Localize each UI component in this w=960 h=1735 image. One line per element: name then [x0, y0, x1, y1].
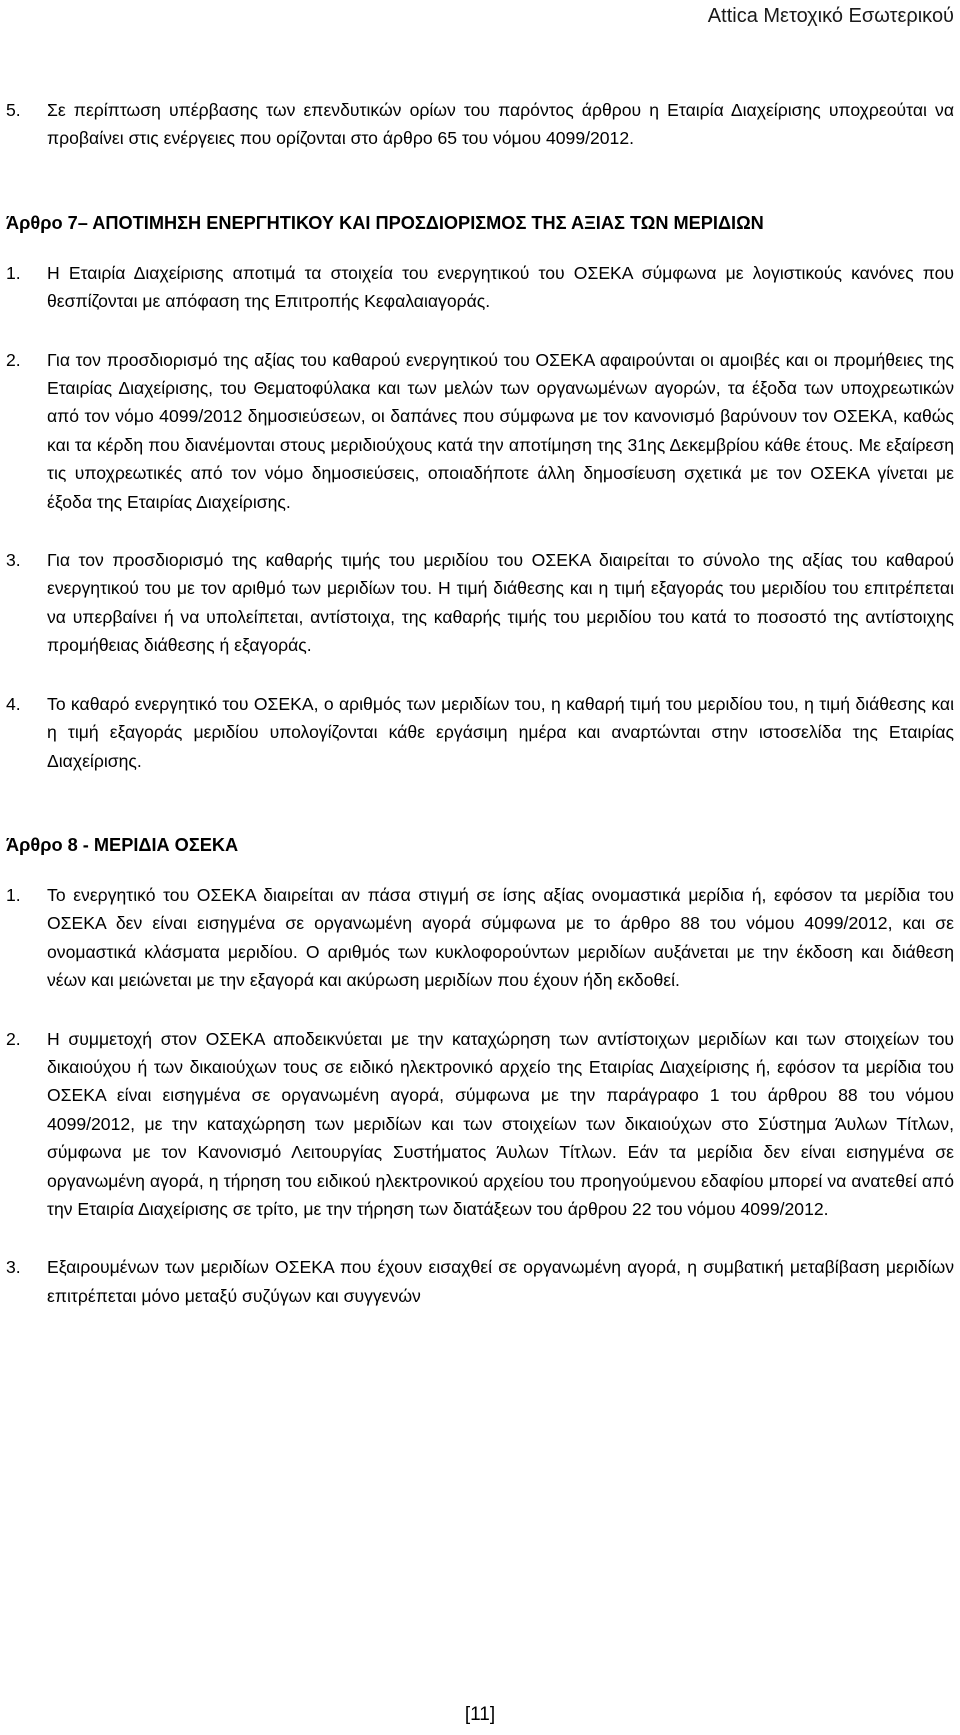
list-item — [6, 1025, 954, 1224]
page-number: [11] — [464, 1704, 496, 1725]
item-text: Το καθαρό ενεργητικό του ΟΣΕΚΑ, ο αριθμός των μεριδίων του, η καθαρή τιμή του μεριδίου του, η τιμή διάθεσης και η τιμή εξαγοράς μεριδίου υπολογίζονται κάθε εργάσιμη ημέρα και αναρτώνται στην ιστοσελίδα της Εταιρίας Διαχείρισης. — [47, 693, 954, 771]
item-number: 3. — [6, 1257, 21, 1278]
item-number: 2. — [6, 349, 21, 370]
list-item — [6, 881, 954, 995]
header-title: Attica Μετοχικό Εσωτερικού — [707, 5, 954, 27]
item-number: 4. — [6, 693, 21, 714]
item-text: Σε περίπτωση υπέρβασης των επενδυτικών ορίων του παρόντος άρθρου η Εταιρία Διαχείρισης υποχρεούται να προβαίνει στις ενέργειες που ορίζονται στο άρθρο 65 του νόμου 4099/2012. — [47, 100, 954, 149]
item-number: 1. — [6, 884, 21, 905]
list-item — [6, 346, 954, 516]
item-text: Για τον προσδιορισμό της καθαρής τιμής του μεριδίου του ΟΣΕΚΑ διαιρείται το σύνολο της αξίας του καθαρού ενεργητικού του με τον αριθμό των μεριδίων του. Η τιμή διάθεσης και η τιμή εξαγοράς του μεριδίου του επιτρέπεται να υπερβαίνει ή να υπολείπεται, αντίστοιχα, της καθαρής τιμής του μεριδίου του κατά το ποσοστό της αντίστοιχης προμήθειας διάθεσης ή εξαγοράς. — [47, 550, 954, 656]
item-number: 1. — [6, 262, 21, 283]
article-8-heading: Άρθρο 8 - ΜΕΡΙΔΙΑ ΟΣΕΚΑ — [6, 834, 239, 855]
item-text: Η Εταιρία Διαχείρισης αποτιμά τα στοιχεία του ενεργητικού του ΟΣΕΚΑ σύμφωνα με λογιστικούς κανόνες που θεσπίζονται με απόφαση της Επιτροπής Κεφαλαιαγοράς. — [47, 262, 954, 312]
item-text: Το ενεργητικό του ΟΣΕΚΑ διαιρείται αν πάσα στιγμή σε ίσης αξίας ονομαστικά μερίδια ή, εφόσον τα μερίδια του ΟΣΕΚΑ δεν είναι εισηγμένα σε οργανωμένη αγορά σύμφωνα με το άρθρο 88 του νόμου 4099/2012, και σε ονομαστικά κλάσματα μεριδίου. Ο αριθμός των κυκλοφορούντων μεριδίων αυξάνεται με την έκδοση και διάθεση νέων και μειώνεται με την εξαγορά και ακύρωση μεριδίων που έχουν ήδη εκδοθεί. — [47, 884, 954, 991]
list-item — [6, 259, 954, 316]
list-item — [6, 546, 954, 660]
item-number: 2. — [6, 1028, 21, 1049]
article-7-heading: Άρθρο 7– ΑΠΟΤΙΜΗΣΗ ΕΝΕΡΓΗΤΙΚΟΥ ΚΑΙ ΠΡΟΣΔΙΟΡΙΣΜΟΣ ΤΗΣ ΑΞΙΑΣ ΤΩΝ ΜΕΡΙΔΙΩΝ — [6, 212, 764, 233]
item-number: 3. — [6, 550, 21, 571]
document-body — [6, 96, 954, 1310]
item-text: Εξαιρουμένων των μεριδίων ΟΣΕΚΑ που έχουν εισαχθεί σε οργανωμένη αγορά, η συμβατική μεταβίβαση μεριδίων επιτρέπεται μόνο μεταξύ συζύγων και συγγενών — [47, 1257, 954, 1306]
item-text: Η συμμετοχή στον ΟΣΕΚΑ αποδεικνύεται με την καταχώρηση των αντίστοιχων μεριδίων και των στοιχείων του δικαιούχου ή των δικαιούχων τους σε ειδικό ηλεκτρονικό αρχείο της Εταιρίας Διαχείρισης ή, εφόσον τα μερίδια του ΟΣΕΚΑ είναι εισηγμένα σε οργανωμένη αγορά, σύμφωνα με την παράγραφο 1 του άρθρου 88 του νόμου 4099/2012, με την καταχώρηση των μεριδίων και των στοιχείων των δικαιούχων στο Σύστημα Άυλων Τίτλων, σύμφωνα με τον Κανονισμό Λειτουργίας Συστήματος Άυλων Τίτλων. Εάν τα μερίδια δεν είναι εισηγμένα σε οργανωμένη αγορά, η τήρηση του ειδικού ηλεκτρονικού αρχείου του προηγούμενου εδαφίου μπορεί να ανατεθεί από την Εταιρία Διαχείρισης σε τρίτο, με την τήρηση των διατάξεων του άρθρου 22 του νόμου 4099/2012. — [47, 1028, 954, 1219]
item-text: Για τον προσδιορισμό της αξίας του καθαρού ενεργητικού του ΟΣΕΚΑ αφαιρούνται οι αμοιβές και οι προμήθειες της Εταιρίας Διαχείρισης, του Θεματοφύλακα και των μελών των οργανωμένων αγορών, τα έξοδα των υποχρεωτικών από τον νόμο 4099/2012 δημοσιεύσεων, οι δαπάνες που σύμφωνα με τον κανονισμό βαρύνουν τον ΟΣΕΚΑ, καθώς και τα κέρδη που διανέμονται στους μεριδιούχους κατά την αποτίμηση της 31ης Δεκεμβρίου κάθε έτους. Με εξαίρεση τις υποχρεωτικές από τον νόμο δημοσιεύσεις, οποιαδήποτε άλλη δημοσίευση σχετικά με τον ΟΣΕΚΑ γίνεται με έξοδα της Εταιρίας Διαχείρισης. — [47, 349, 954, 512]
list-item — [6, 96, 954, 153]
list-item — [6, 1253, 954, 1310]
list-item — [6, 690, 954, 775]
item-number: 5. — [6, 100, 21, 120]
